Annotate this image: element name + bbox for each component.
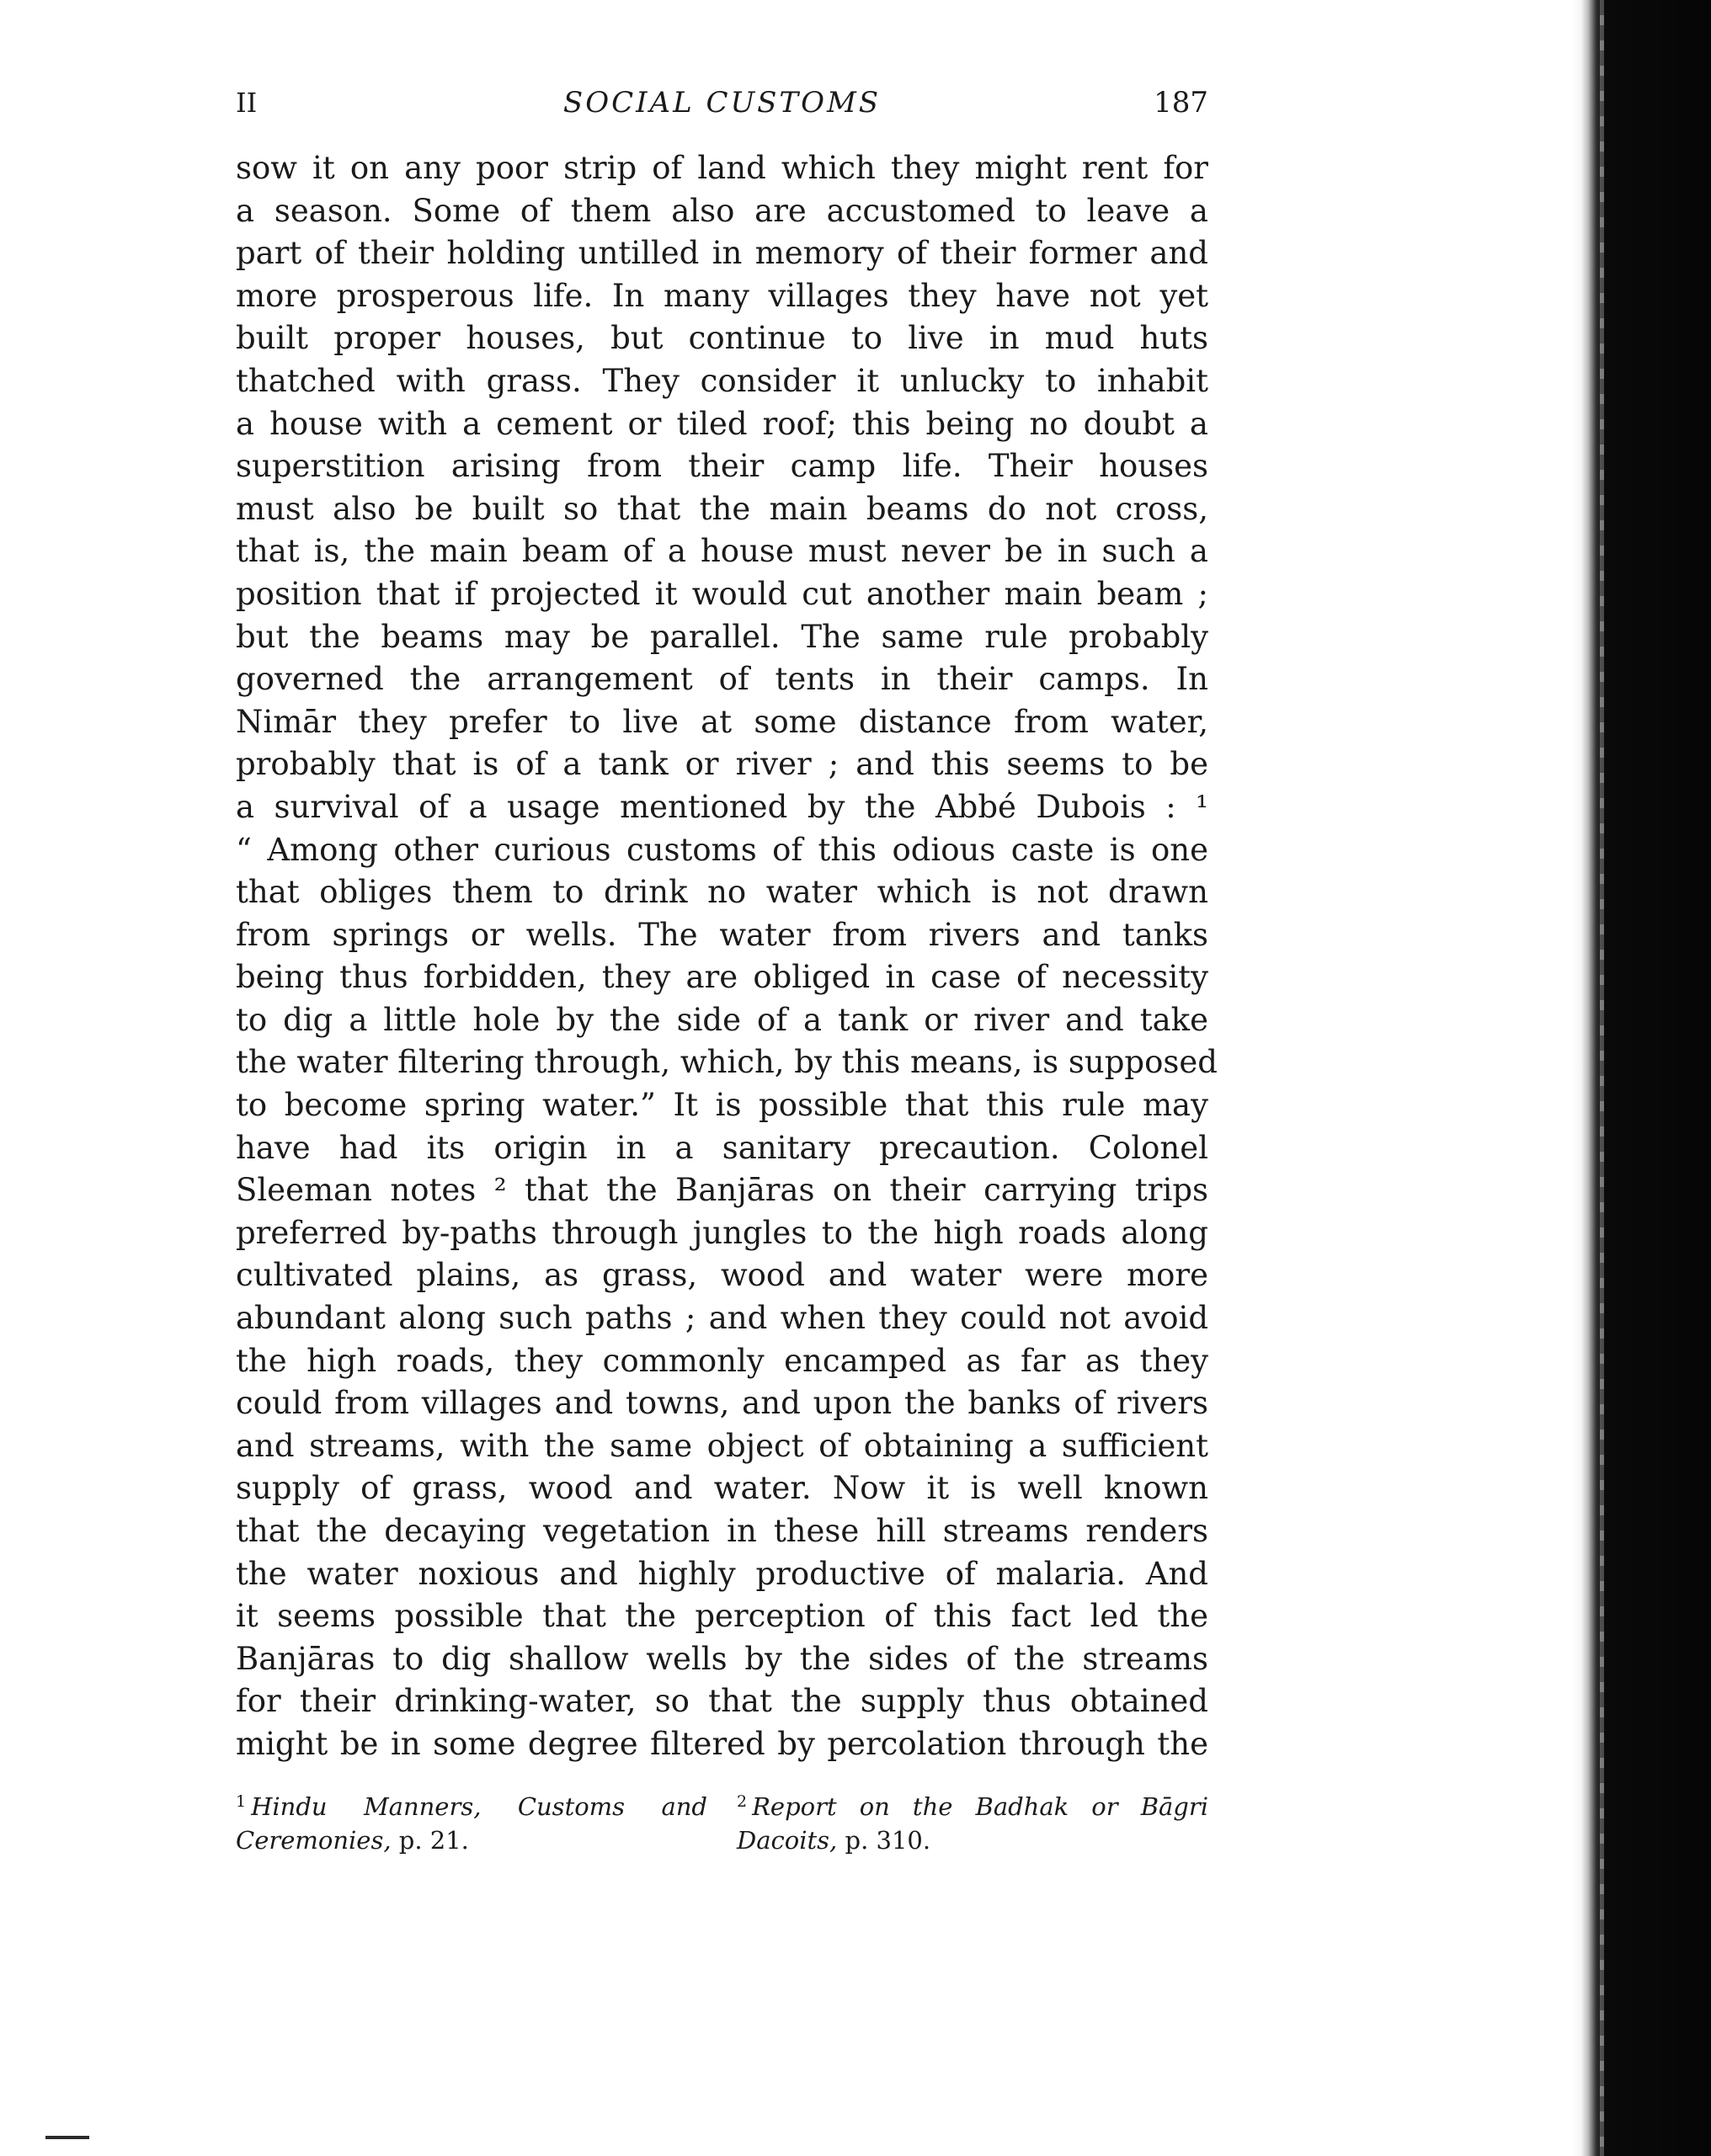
- text-line: preferred by-paths through jungles to the high roads along: [236, 1214, 1208, 1251]
- footnote-title-cont: Dacoits,: [737, 1826, 838, 1855]
- text-line: from springs or wells. The water from rivers and tanks: [236, 916, 1208, 953]
- text-line: Nimār they prefer to live at some distance from water,: [236, 703, 1208, 740]
- text-line: position that if projected it would cut another main beam ;: [236, 575, 1208, 612]
- text-line: a season. Some of them also are accustomed to leave a: [236, 192, 1208, 229]
- text-line: that obliges them to drink no water which is not drawn: [236, 874, 1208, 911]
- text-line: thatched with grass. They consider it unlucky to inhabit: [236, 362, 1208, 399]
- text-line: to dig a little hole by the side of a tank or river and take: [236, 1001, 1208, 1038]
- text-line: governed the arrangement of tents in their camps. In: [236, 661, 1208, 698]
- text-line: a survival of a usage mentioned by the Abbé Dubois : ¹: [236, 788, 1208, 825]
- text-line: the high roads, they commonly encamped as far as they: [236, 1342, 1208, 1379]
- footnote-title: Hindu Manners, Customs and: [251, 1792, 707, 1821]
- body-text: [236, 147, 1218, 1766]
- text-line: a house with a cement or tiled roof; this being no doubt a: [236, 405, 1208, 442]
- running-header: [236, 83, 1208, 123]
- text-line: the water noxious and highly productive of malaria. And: [236, 1555, 1208, 1592]
- page-number: 187: [1154, 86, 1208, 120]
- text-line: but the beams may be parallel. The same rule probably: [236, 618, 1208, 655]
- footnote-1: [236, 1785, 707, 1857]
- text-line: built proper houses, but continue to live in mud huts: [236, 320, 1208, 357]
- text-line: it seems possible that the perception of this fact led the: [236, 1598, 1208, 1635]
- footnote-title-cont: Ceremonies,: [236, 1826, 392, 1855]
- chapter-number: II: [236, 87, 258, 119]
- text-line: sow it on any poor strip of land which they might rent for: [236, 150, 1208, 186]
- text-line: Banjāras to dig shallow wells by the sides of the streams: [236, 1640, 1208, 1677]
- text-line: could from villages and towns, and upon the banks of rivers: [236, 1385, 1208, 1422]
- footnote-marker: 2: [737, 1792, 748, 1811]
- book-spine-shadow: [1573, 0, 1711, 2156]
- text-line: the water filtering through, which, by this means, is supposed: [236, 1044, 1218, 1081]
- text-line: Sleeman notes ² that the Banjāras on their carrying trips: [236, 1172, 1208, 1209]
- text-line: more prosperous life. In many villages they have not yet: [236, 277, 1208, 314]
- text-line: might be in some degree filtered by percolation through the: [236, 1725, 1208, 1762]
- text-line: cultivated plains, as grass, wood and water were more: [236, 1257, 1208, 1294]
- text-line: have had its origin in a sanitary precaution. Colonel: [236, 1129, 1208, 1166]
- page-edge-texture: [1600, 0, 1604, 2156]
- running-title: SOCIAL CUSTOMS: [562, 86, 882, 120]
- text-line: abundant along such paths ; and when they could not avoid: [236, 1300, 1208, 1337]
- footnotes: [236, 1785, 1208, 1861]
- text-line: part of their holding untilled in memory of their former and: [236, 235, 1208, 272]
- text-line: being thus forbidden, they are obliged in case of necessity: [236, 959, 1208, 996]
- text-line: must also be built so that the main beams do not cross,: [236, 490, 1208, 527]
- footnote-title: Report on the Badhak or Bāgri: [752, 1792, 1208, 1821]
- text-line: to become spring water.” It is possible that this rule may: [236, 1087, 1208, 1124]
- text-line: that the decaying vegetation in these hill streams renders: [236, 1513, 1208, 1549]
- footnote-2: [737, 1785, 1208, 1857]
- text-line: supply of grass, wood and water. Now it is well known: [236, 1470, 1208, 1507]
- text-line: and streams, with the same object of obtaining a sufficient: [236, 1427, 1208, 1464]
- text-line: that is, the main beam of a house must never be in such a: [236, 533, 1208, 570]
- text-line: for their drinking-water, so that the supply thus obtained: [236, 1683, 1208, 1720]
- text-line: superstition arising from their camp life. Their houses: [236, 448, 1208, 485]
- footnote-marker: 1: [236, 1792, 247, 1811]
- text-line: “ Among other curious customs of this odious caste is one: [236, 831, 1208, 868]
- footnote-page: p. 310.: [845, 1826, 931, 1855]
- footnote-page: p. 21.: [398, 1826, 469, 1855]
- text-line: probably that is of a tank or river ; and this seems to be: [236, 746, 1208, 783]
- scan-mark: [45, 2136, 89, 2139]
